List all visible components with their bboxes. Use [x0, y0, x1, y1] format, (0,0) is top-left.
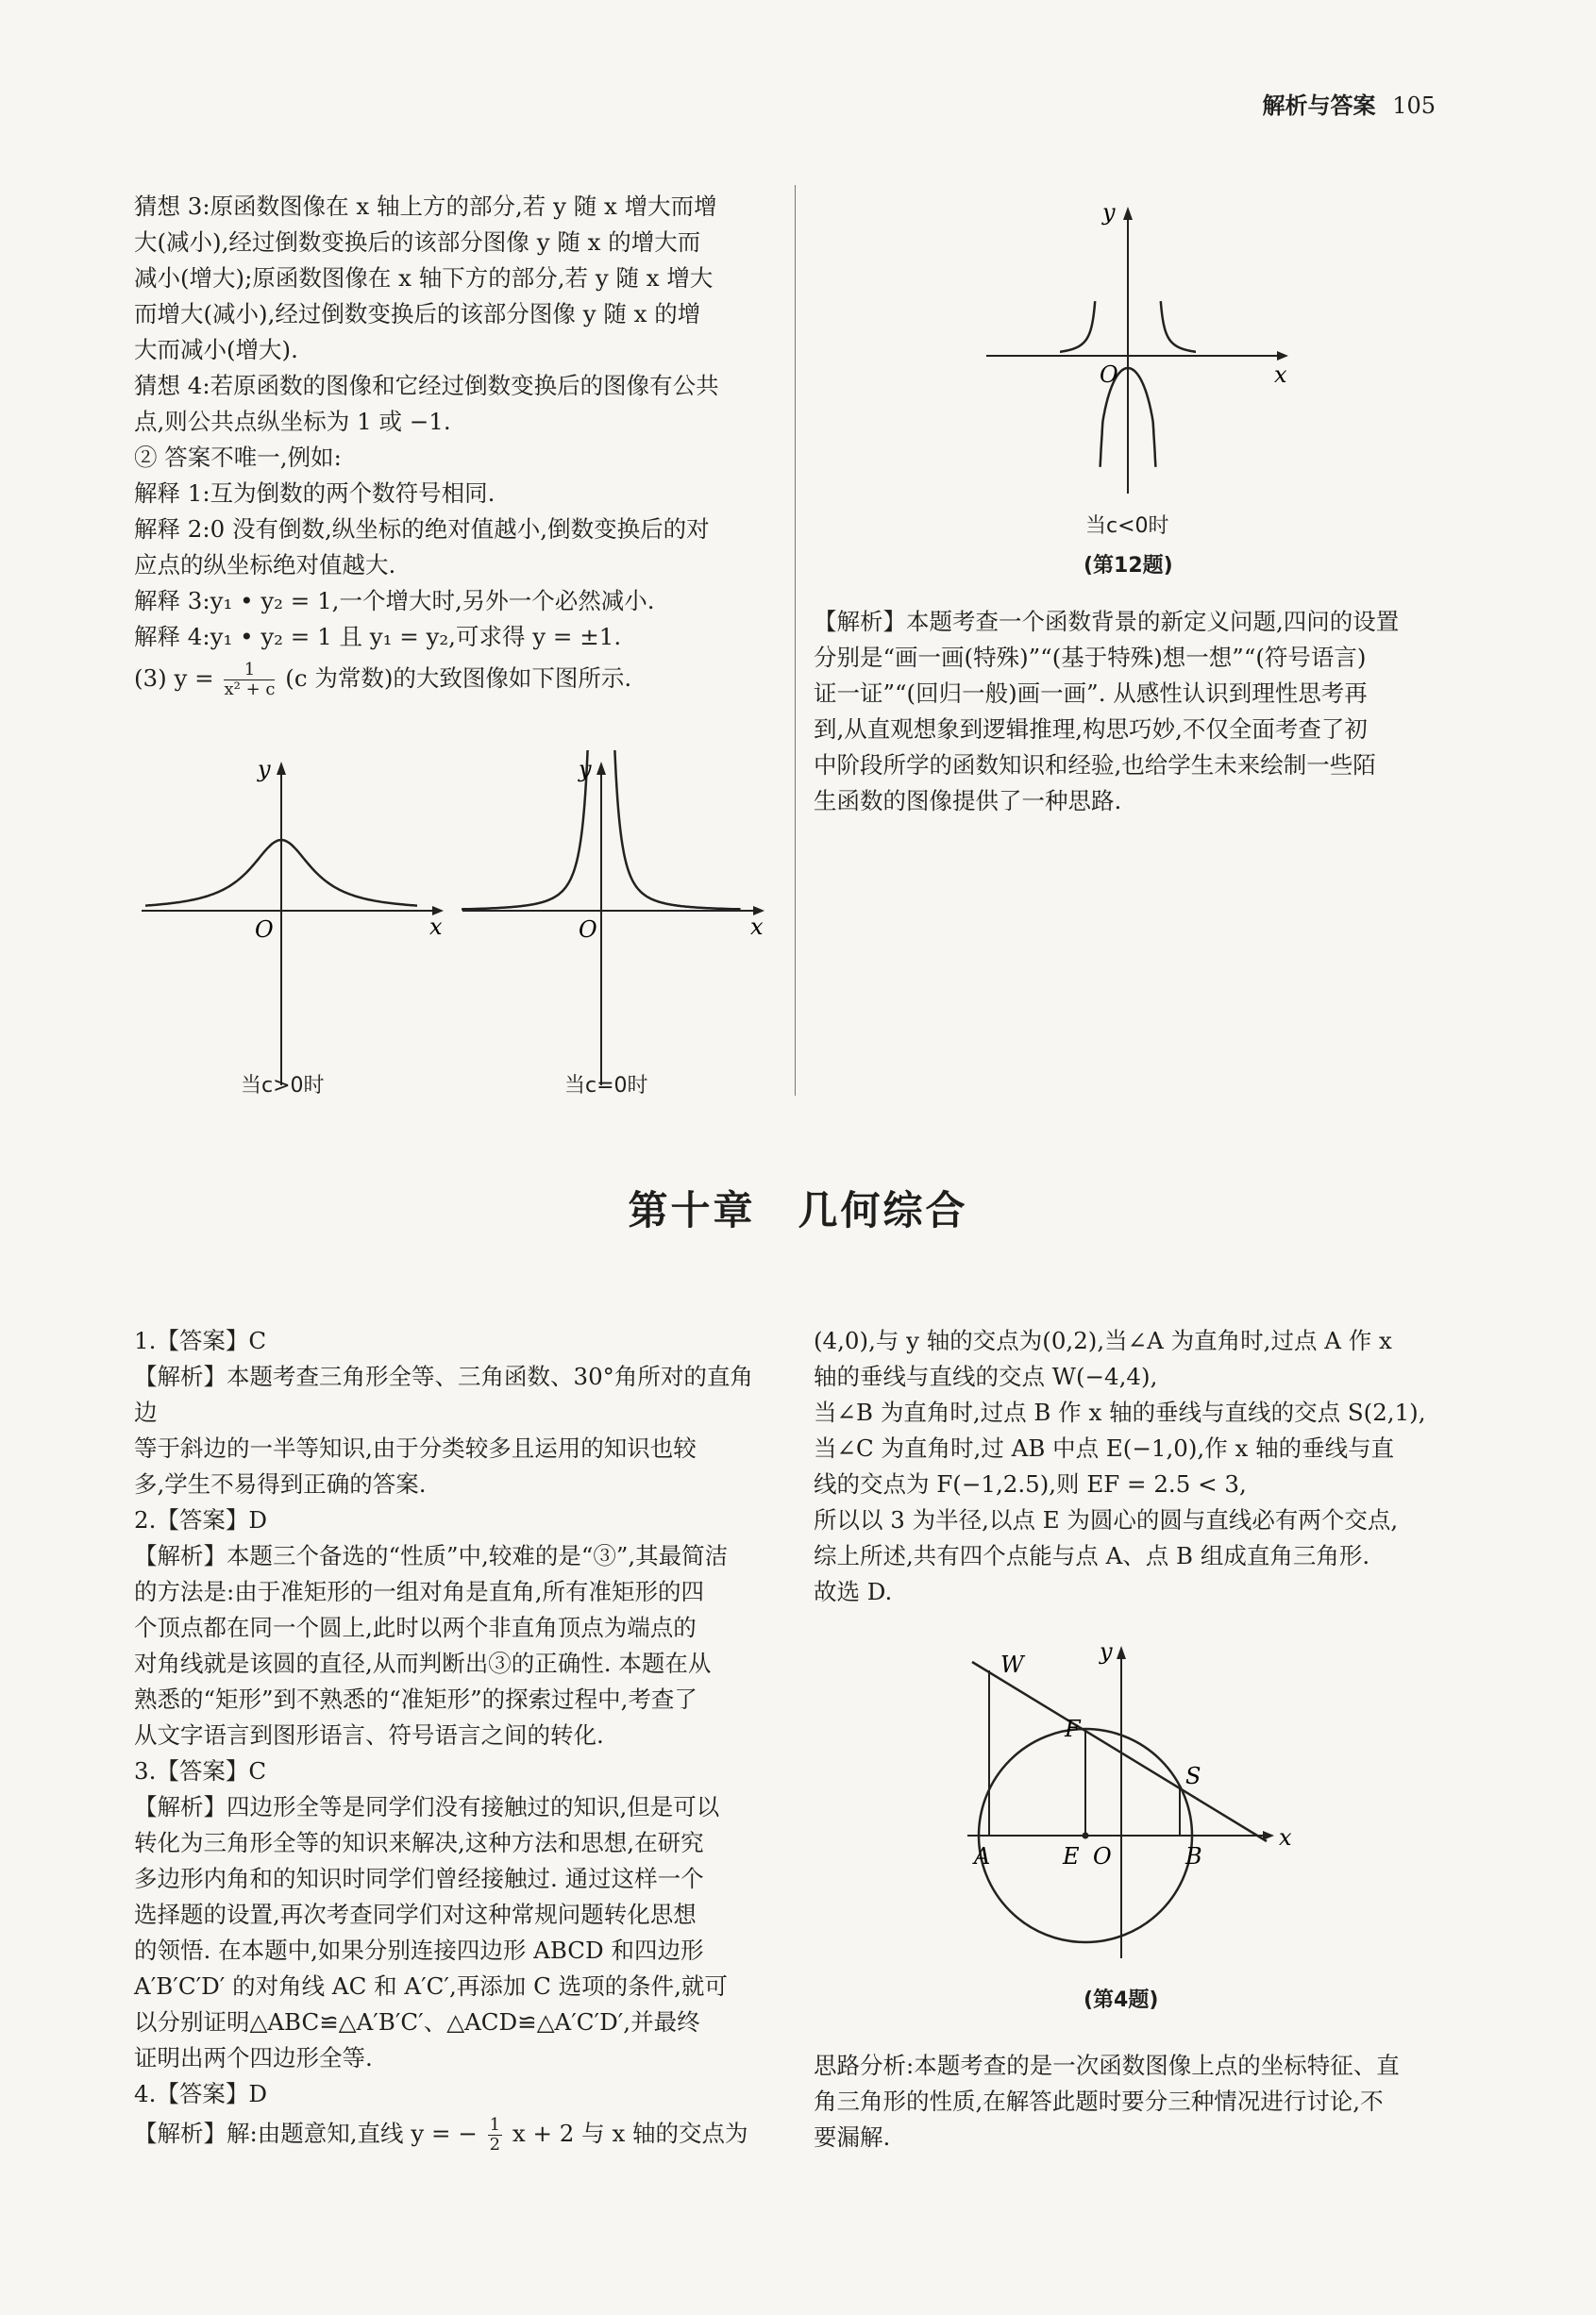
text-line: 解释 3:y₁ • y₂ = 1,一个增大时,另外一个必然减小. [134, 587, 655, 614]
text-line: 多边形内角和的知识时同学们曾经接触过. 通过这样一个 [134, 1865, 704, 1892]
text-line: 解释 2:0 没有倒数,纵坐标的绝对值越小,倒数变换后的对 [134, 515, 710, 543]
formula-line [134, 2116, 776, 2155]
origin-label: O [1100, 361, 1118, 388]
formula-prefix: (3) [134, 664, 167, 692]
text-line: 4.【答案】D [134, 2080, 268, 2107]
text-line: 大而减小(增大). [134, 336, 298, 363]
y-label: y [258, 756, 271, 782]
label-x: x [1279, 1824, 1292, 1851]
text-line: 的领悟. 在本题中,如果分别连接四边形 ABCD 和四边形 [134, 1937, 704, 1964]
text-line: 选择题的设置,再次考查同学们对这种常规问题转化思想 [134, 1901, 697, 1928]
page-number: 105 [1392, 92, 1436, 119]
text-line: (4,0),与 y 轴的交点为(0,2),当∠A 为直角时,过点 A 作 x [814, 1327, 1392, 1354]
text-line: 猜想 3:原函数图像在 x 轴上方的部分,若 y 随 x 增大而增 [134, 193, 717, 220]
text-line: 解释 1:互为倒数的两个数符号相同. [134, 479, 496, 507]
right-bottom-text [814, 1323, 1455, 1610]
label-w: W [1000, 1652, 1024, 1678]
caption-c-positive: 当c>0时 [241, 1074, 325, 1098]
text-line: 所以以 3 为半径,以点 E 为圆心的圆与直线必有两个交点, [814, 1506, 1399, 1534]
label-o: O [1093, 1843, 1112, 1870]
text-line: 分别是“画一画(特殊)”“(基于特殊)想一想”“(符号语言) [814, 644, 1367, 671]
text-line: 猜想 4:若原函数的图像和它经过倒数变换后的图像有公共 [134, 372, 719, 399]
text-line: 从文字语言到图形语言、符号语言之间的转化. [134, 1721, 604, 1749]
text-line: 而增大(减小),经过倒数变换后的该部分图像 y 随 x 的增 [134, 300, 701, 327]
x-label: x [1274, 361, 1287, 388]
fraction-numerator: 1 [489, 2115, 501, 2135]
chapter-title: 第十章 几何综合 [628, 1187, 968, 1233]
text-line: 生函数的图像提供了一种思路. [814, 787, 1122, 814]
graph-c-positive [132, 750, 453, 1090]
origin-label: O [579, 916, 597, 943]
text-line: 应点的纵坐标绝对值越大. [134, 551, 396, 579]
x-label: x [750, 914, 764, 940]
text-line: 思路分析:本题考查的是一次函数图像上点的坐标特征、直 [814, 2052, 1400, 2079]
curve-right-branch [612, 750, 741, 909]
analysis-text [814, 2048, 1455, 2156]
y-label: y [1102, 199, 1116, 226]
curve-left-branch [1060, 301, 1095, 352]
text-line: 证明出两个四边形全等. [134, 2044, 373, 2072]
label-a: A [974, 1843, 991, 1870]
graph-c-negative [982, 193, 1302, 505]
x-label: x [429, 914, 443, 940]
y-axis-arrow [1117, 1646, 1126, 1659]
line-y-equals-neg-half-x-plus-2 [972, 1662, 1267, 1841]
text-line: 个顶点都在同一个圆上,此时以两个非直角顶点为端点的 [134, 1614, 697, 1641]
text-line: 以分别证明△ABC≌△A′B′C′、△ACD≌△A′C′D′,并最终 [134, 2008, 700, 2036]
text-line: 【解析】本题三个备选的“性质”中,较难的是“③”,其最简洁 [134, 1542, 729, 1569]
text-line: 1.【答案】C [134, 1327, 267, 1354]
curve-left-branch [462, 750, 591, 909]
text-line: 减小(增大);原函数图像在 x 轴下方的部分,若 y 随 x 增大 [134, 264, 714, 292]
point-e [1083, 1833, 1089, 1839]
figure-4-caption: (第4题) [1084, 1988, 1159, 2012]
text-line: 等于斜边的一半等知识,由于分类较多且运用的知识也较 [134, 1434, 697, 1462]
curve-right-branch [1161, 301, 1196, 352]
text-line: 3.【答案】C [134, 1757, 267, 1785]
right-top-text [814, 604, 1455, 819]
text-line: 轴的垂线与直线的交点 W(−4,4), [814, 1363, 1158, 1390]
left-top-text [134, 189, 776, 699]
text-line: 的方法是:由于准矩形的一组对角是直角,所有准矩形的四 [134, 1578, 705, 1605]
page-header [1263, 87, 1436, 120]
text-line: 当∠C 为直角时,过 AB 中点 E(−1,0),作 x 轴的垂线与直 [814, 1434, 1395, 1462]
figure-4 [953, 1633, 1321, 1963]
fraction-numerator: 1 [224, 661, 275, 680]
text-line: 点,则公共点纵坐标为 1 或 −1. [134, 408, 451, 435]
graph-c-zero [458, 750, 779, 1090]
text-line: 要漏解. [814, 2123, 891, 2151]
text-line: 熟悉的“矩形”到不熟悉的“准矩形”的探索过程中,考查了 [134, 1686, 697, 1713]
text-line: 线的交点为 F(−1,2.5),则 EF = 2.5 < 3, [814, 1470, 1247, 1498]
fraction [224, 661, 275, 699]
text-line: 大(减小),经过倒数变换后的该部分图像 y 随 x 的增大而 [134, 228, 701, 256]
text-line: 解释 4:y₁ • y₂ = 1 且 y₁ = y₂,可求得 y = ±1. [134, 623, 622, 650]
label-e: E [1063, 1843, 1080, 1870]
text-line: ② 答案不唯一,例如: [134, 444, 342, 471]
text-line: 综上所述,共有四个点能与点 A、点 B 组成直角三角形. [814, 1542, 1370, 1569]
text-line: 转化为三角形全等的知识来解决,这种方法和思想,在研究 [134, 1829, 704, 1856]
caption-c-zero: 当c=0时 [564, 1074, 648, 1098]
text-line: 角三角形的性质,在解答此题时要分三种情况进行讨论,不 [814, 2088, 1384, 2115]
fraction [488, 2116, 502, 2155]
header-title: 解析与答案 [1262, 92, 1376, 119]
label-s: S [1185, 1763, 1201, 1789]
column-divider [795, 185, 796, 1096]
text-line: 到,从直观想象到逻辑推理,构思巧妙,不仅全面考查了初 [814, 715, 1368, 743]
text-line: 【解析】本题考查一个函数背景的新定义问题,四问的设置 [814, 608, 1400, 635]
label-f: F [1065, 1716, 1081, 1742]
formula-suffix: (c 为常数)的大致图像如下图所示. [285, 664, 632, 692]
figure-12-caption: (第12题) [1084, 554, 1173, 578]
text-line: 证一证”“(回归一般)画一画”. 从感性认识到理性思考再 [814, 679, 1368, 707]
formula-y: y = [174, 664, 214, 692]
fraction-denominator: x² + c [224, 679, 276, 699]
label-b: B [1185, 1843, 1202, 1870]
text-line: A′B′C′D′ 的对角线 AC 和 A′C′,再添加 C 选项的条件,就可 [134, 1972, 728, 2000]
y-label: y [579, 756, 592, 782]
text-line: 2.【答案】D [134, 1506, 268, 1534]
text-line: 【解析】本题考查三角形全等、三角函数、30°角所对的直角边 [134, 1363, 753, 1426]
y-axis-arrow [277, 762, 286, 775]
text-line: 故选 D. [814, 1578, 893, 1605]
y-axis-arrow [1123, 207, 1133, 220]
y-axis-arrow [596, 762, 606, 775]
x-axis-arrow [1277, 351, 1288, 361]
text-line: 当∠B 为直角时,过点 B 作 x 轴的垂线与直线的交点 S(2,1), [814, 1399, 1426, 1426]
formula-suffix: x + 2 与 x 轴的交点为 [512, 2120, 748, 2147]
text-line: 【解析】四边形全等是同学们没有接触过的知识,但是可以 [134, 1793, 720, 1820]
formula-line [134, 661, 776, 699]
origin-label: O [255, 916, 274, 943]
text-line: 中阶段所学的函数知识和经验,也给学生未来绘制一些陌 [814, 751, 1376, 779]
formula-prefix: 【解析】解:由题意知,直线 y = − [134, 2120, 478, 2147]
left-bottom-text [134, 1323, 776, 2155]
label-y: y [1100, 1638, 1113, 1665]
caption-c-negative: 当c<0时 [1085, 514, 1169, 538]
text-line: 对角线就是该圆的直径,从而判断出③的正确性. 本题在从 [134, 1650, 712, 1677]
fraction-denominator: 2 [489, 2135, 501, 2155]
text-line: 多,学生不易得到正确的答案. [134, 1470, 427, 1498]
